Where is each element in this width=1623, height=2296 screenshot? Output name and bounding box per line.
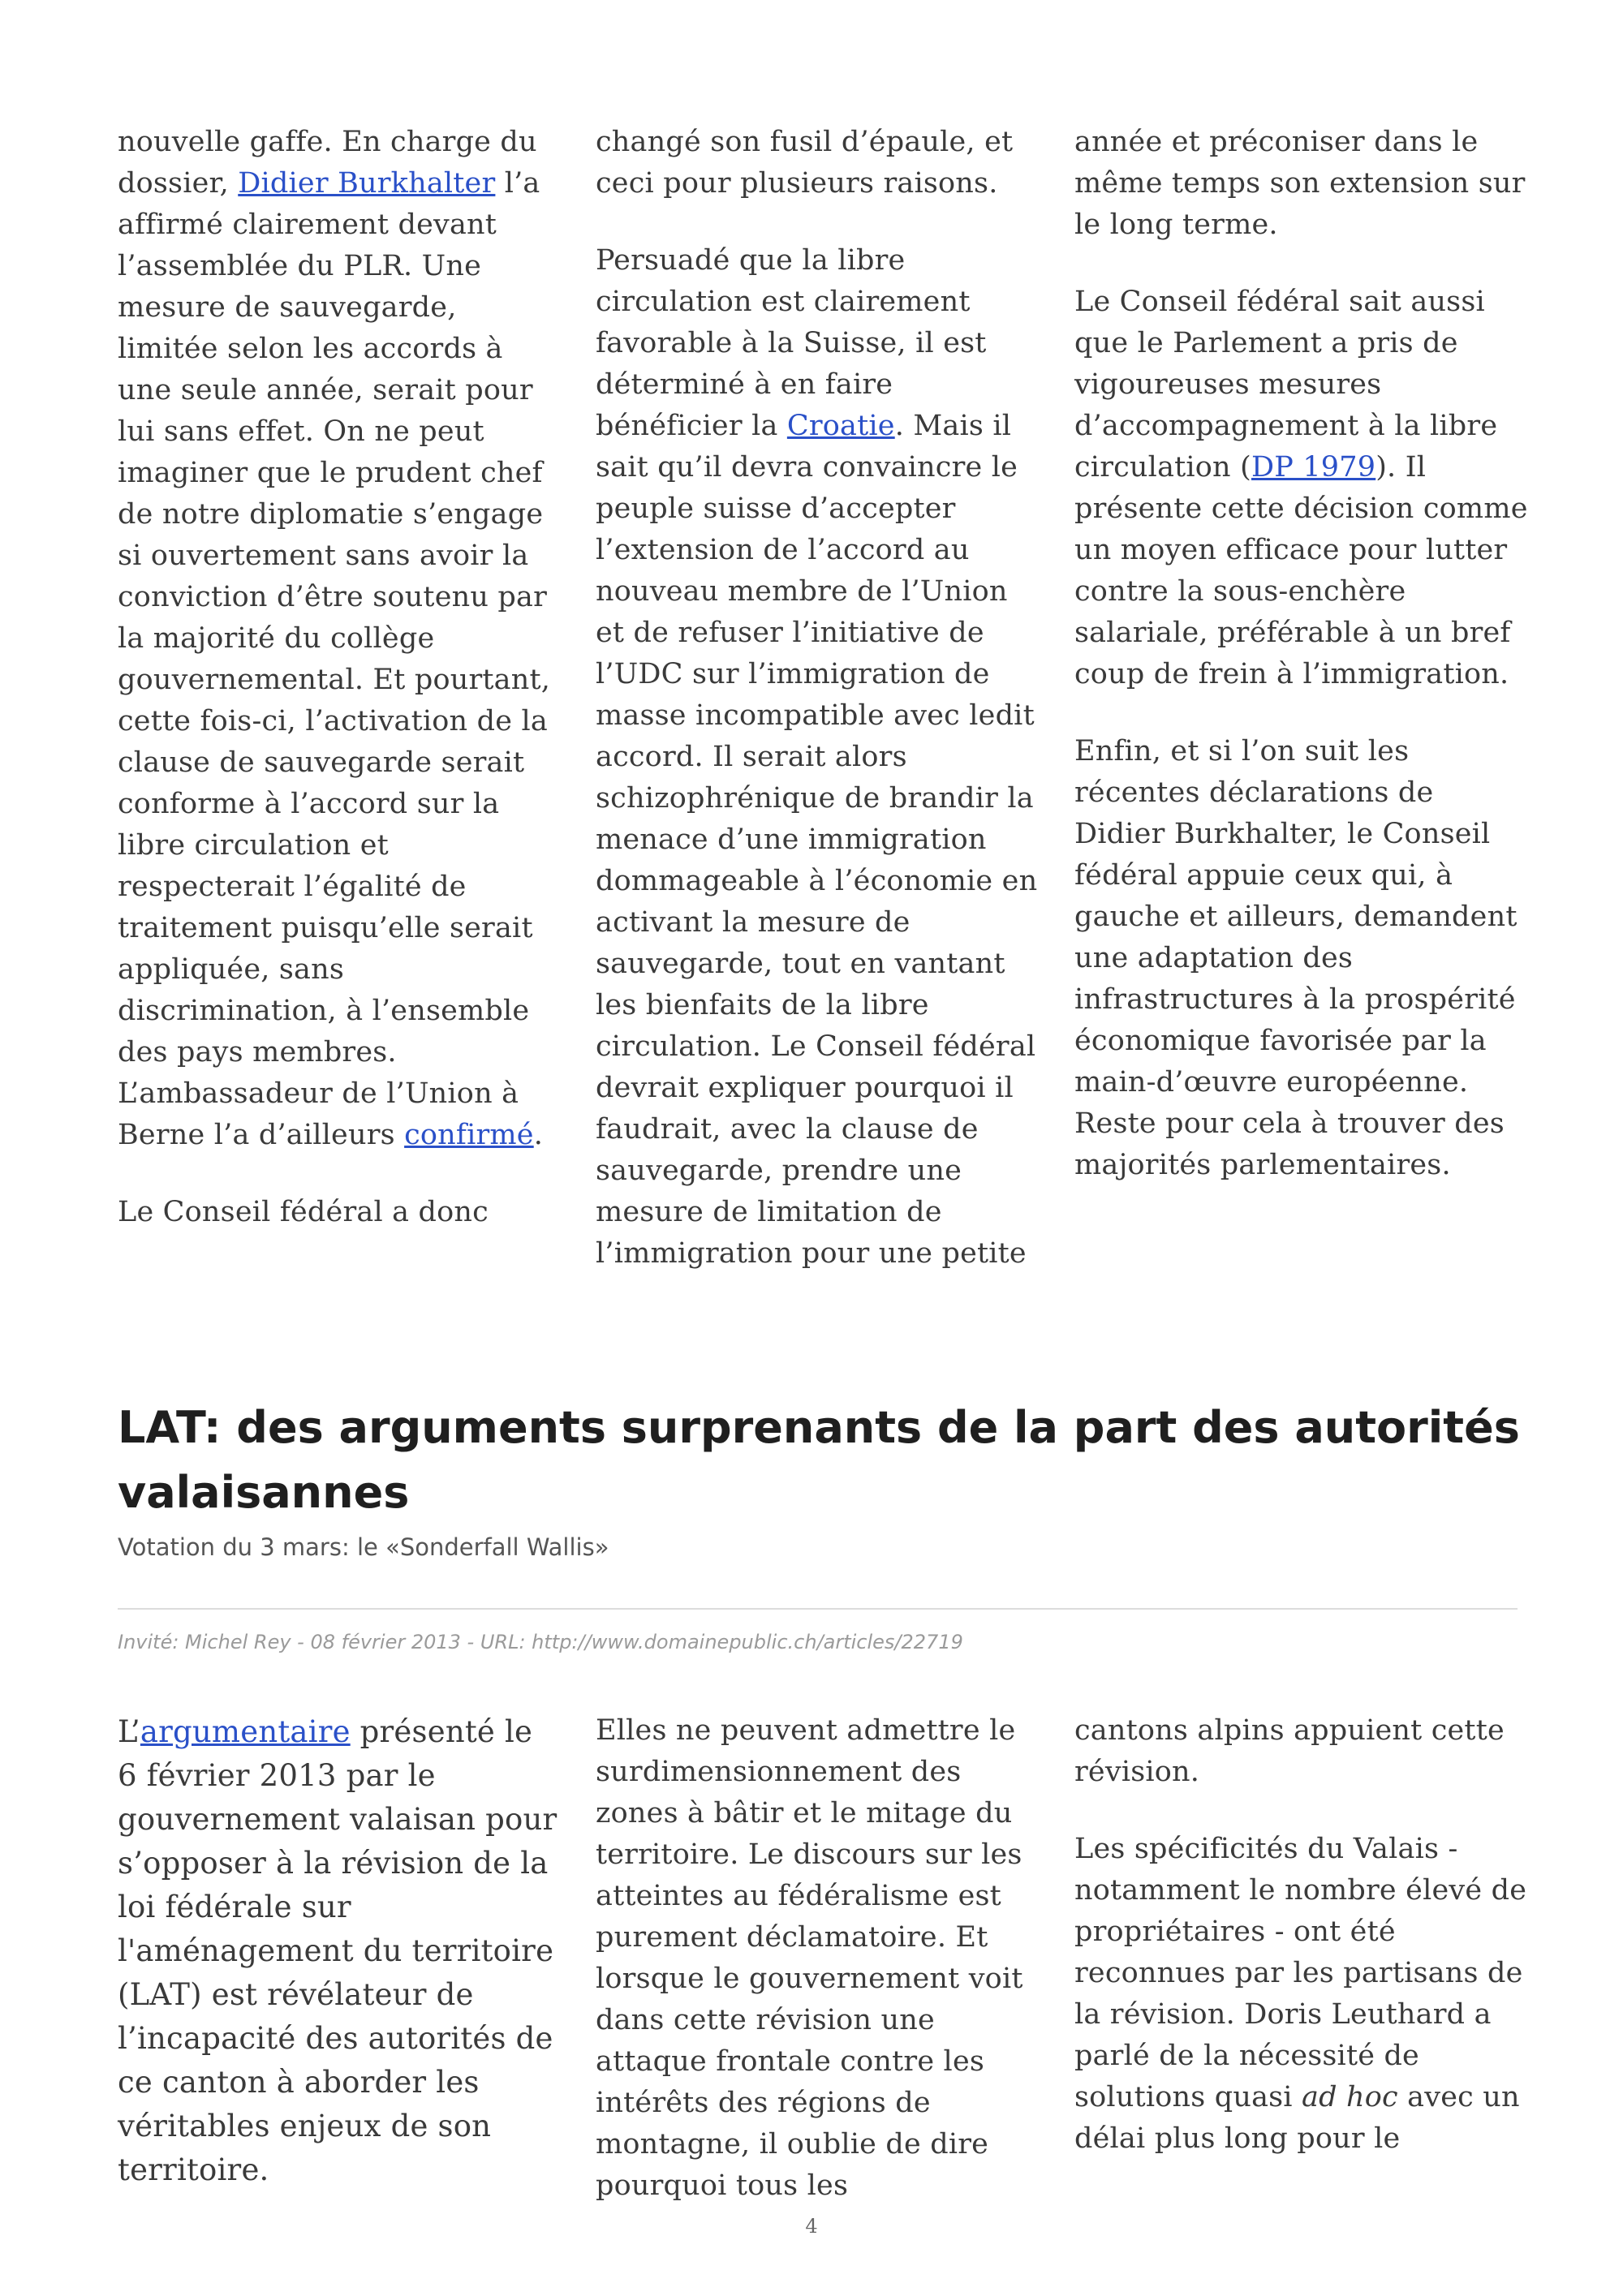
article2-col3-paragraph-1: cantons alpins appuient cette révision.: [1074, 1714, 1505, 1788]
argumentaire-link[interactable]: argumentaire: [140, 1714, 351, 1749]
article2-column-3: [1074, 1710, 1529, 2160]
croatie-link[interactable]: Croatie: [786, 410, 895, 442]
article1-col1-paragraph-1: nouvelle gaffe. En charge du dossier, Didier Burkhalter l’a affirmé clairement devant l’assemblée du PLR. Une mesure de sauvegarde, limitée selon les accords à une seule année, serait pour lui sans effet. On ne peut imaginer que le prudent chef de notre diplomatie s’engage si ouvertement sans avoir la conviction d’être soutenu par la majorité du collège gouvernemental. Et pourtant, cette fois-ci, l’activation de la clause de sauvegarde serait conforme à l’accord sur la libre circulation et respecterait l’égalité de traitement puisqu’elle serait appliquée, sans discrimination, à l’ensemble des pays membres. L’ambassadeur de l’Union à Berne l’a d’ailleurs confirmé.: [118, 126, 551, 1151]
dp-1979-link[interactable]: DP 1979: [1251, 451, 1376, 484]
article1-col3-paragraph-3: Enfin, et si l’on suit les récentes déclarations de Didier Burkhalter, le Conseil fédéral appuie ceux qui, à gauche et ailleurs, demandent une adaptation des infrastructures à la prospérité économique favorisée par la main-d’œuvre européenne. Reste pour cela à trouver des majorités parlementaires.: [1074, 735, 1518, 1181]
article2-col3-paragraph-2: Les spécificités du Valais - notamment le nombre élevé de propriétaires - ont été reconnues par les partisans de la révision. Doris Leuthard a parlé de la nécessité de solutions quasi ad hoc avec un délai plus long pour le: [1074, 1833, 1527, 2155]
article1-column-2: [596, 122, 1038, 1275]
article2-col2-paragraph-1: Elles ne peuvent admettre le surdimensionnement des zones à bâtir et le mitage du territoire. Le discours sur les atteintes au fédéralisme est purement déclamatoire. Et lorsque le gouvernement voit dans cette révision une attaque frontale contre les intérêts des régions de montagne, il oublie de dire pourquoi tous les: [596, 1714, 1023, 2202]
article2-column-1: [118, 1710, 560, 2192]
page-number: 4: [805, 2215, 818, 2238]
article1-col3-paragraph-1: année et préconiser dans le même temps son extension sur le long terme.: [1074, 126, 1526, 241]
didier-burkhalter-link[interactable]: Didier Burkhalter: [238, 167, 496, 200]
confirme-link[interactable]: confirmé: [404, 1119, 534, 1151]
article2-col1-paragraph-1: L’argumentaire présenté le 6 février 2013 par le gouvernement valaisan pour s’opposer à la révision de la loi fédérale sur l'aménagement du territoire (LAT) est révélateur de l’incapacité des autorités de ce canton à aborder les véritables enjeux de son territoire.: [118, 1714, 558, 2187]
article1-column-3: [1074, 122, 1529, 1186]
article1-col1-paragraph-2: Le Conseil fédéral a donc: [118, 1196, 489, 1228]
article1-column-1: [118, 122, 560, 1233]
article2-subtitle: Votation du 3 mars: le «Sonderfall Wallis»: [118, 1533, 609, 1561]
article2-title: LAT: des arguments surprenants de la part des autorités valaisannes: [118, 1402, 1520, 1518]
article2-column-2: [596, 1710, 1038, 2207]
article1-col2-paragraph-2: Persuadé que la libre circulation est clairement favorable à la Suisse, il est déterminé à en faire bénéficier la Croatie. Mais il sait qu’il devra convaincre le peuple suisse d’accepter l’extension de l’accord au nouveau membre de l’Union et de refuser l’initiative de l’UDC sur l’immigration de masse incompatible avec ledit accord. Il serait alors schizophrénique de brandir la menace d’une immigration dommageable à l’économie en activant la mesure de sauvegarde, tout en vantant les bienfaits de la libre circulation. Le Conseil fédéral devrait expliquer pourquoi il faudrait, avec la clause de sauvegarde, prendre une mesure de limitation de l’immigration pour une petite: [596, 244, 1038, 1270]
article1-col2-paragraph-1: changé son fusil d’épaule, et ceci pour plusieurs raisons.: [596, 126, 1014, 200]
header-divider: [118, 1608, 1518, 1610]
article1-col3-paragraph-2: Le Conseil fédéral sait aussi que le Parlement a pris de vigoureuses mesures d’accompagnement à la libre circulation (DP 1979). Il présente cette décision comme un moyen efficace pour lutter contre la sous-enchère salariale, préférable à un bref coup de frein à l’immigration.: [1074, 286, 1528, 690]
article2-byline: Invité: Michel Rey - 08 février 2013 - URL: http://www.domainepublic.ch/articles/22719: [118, 1631, 963, 1653]
